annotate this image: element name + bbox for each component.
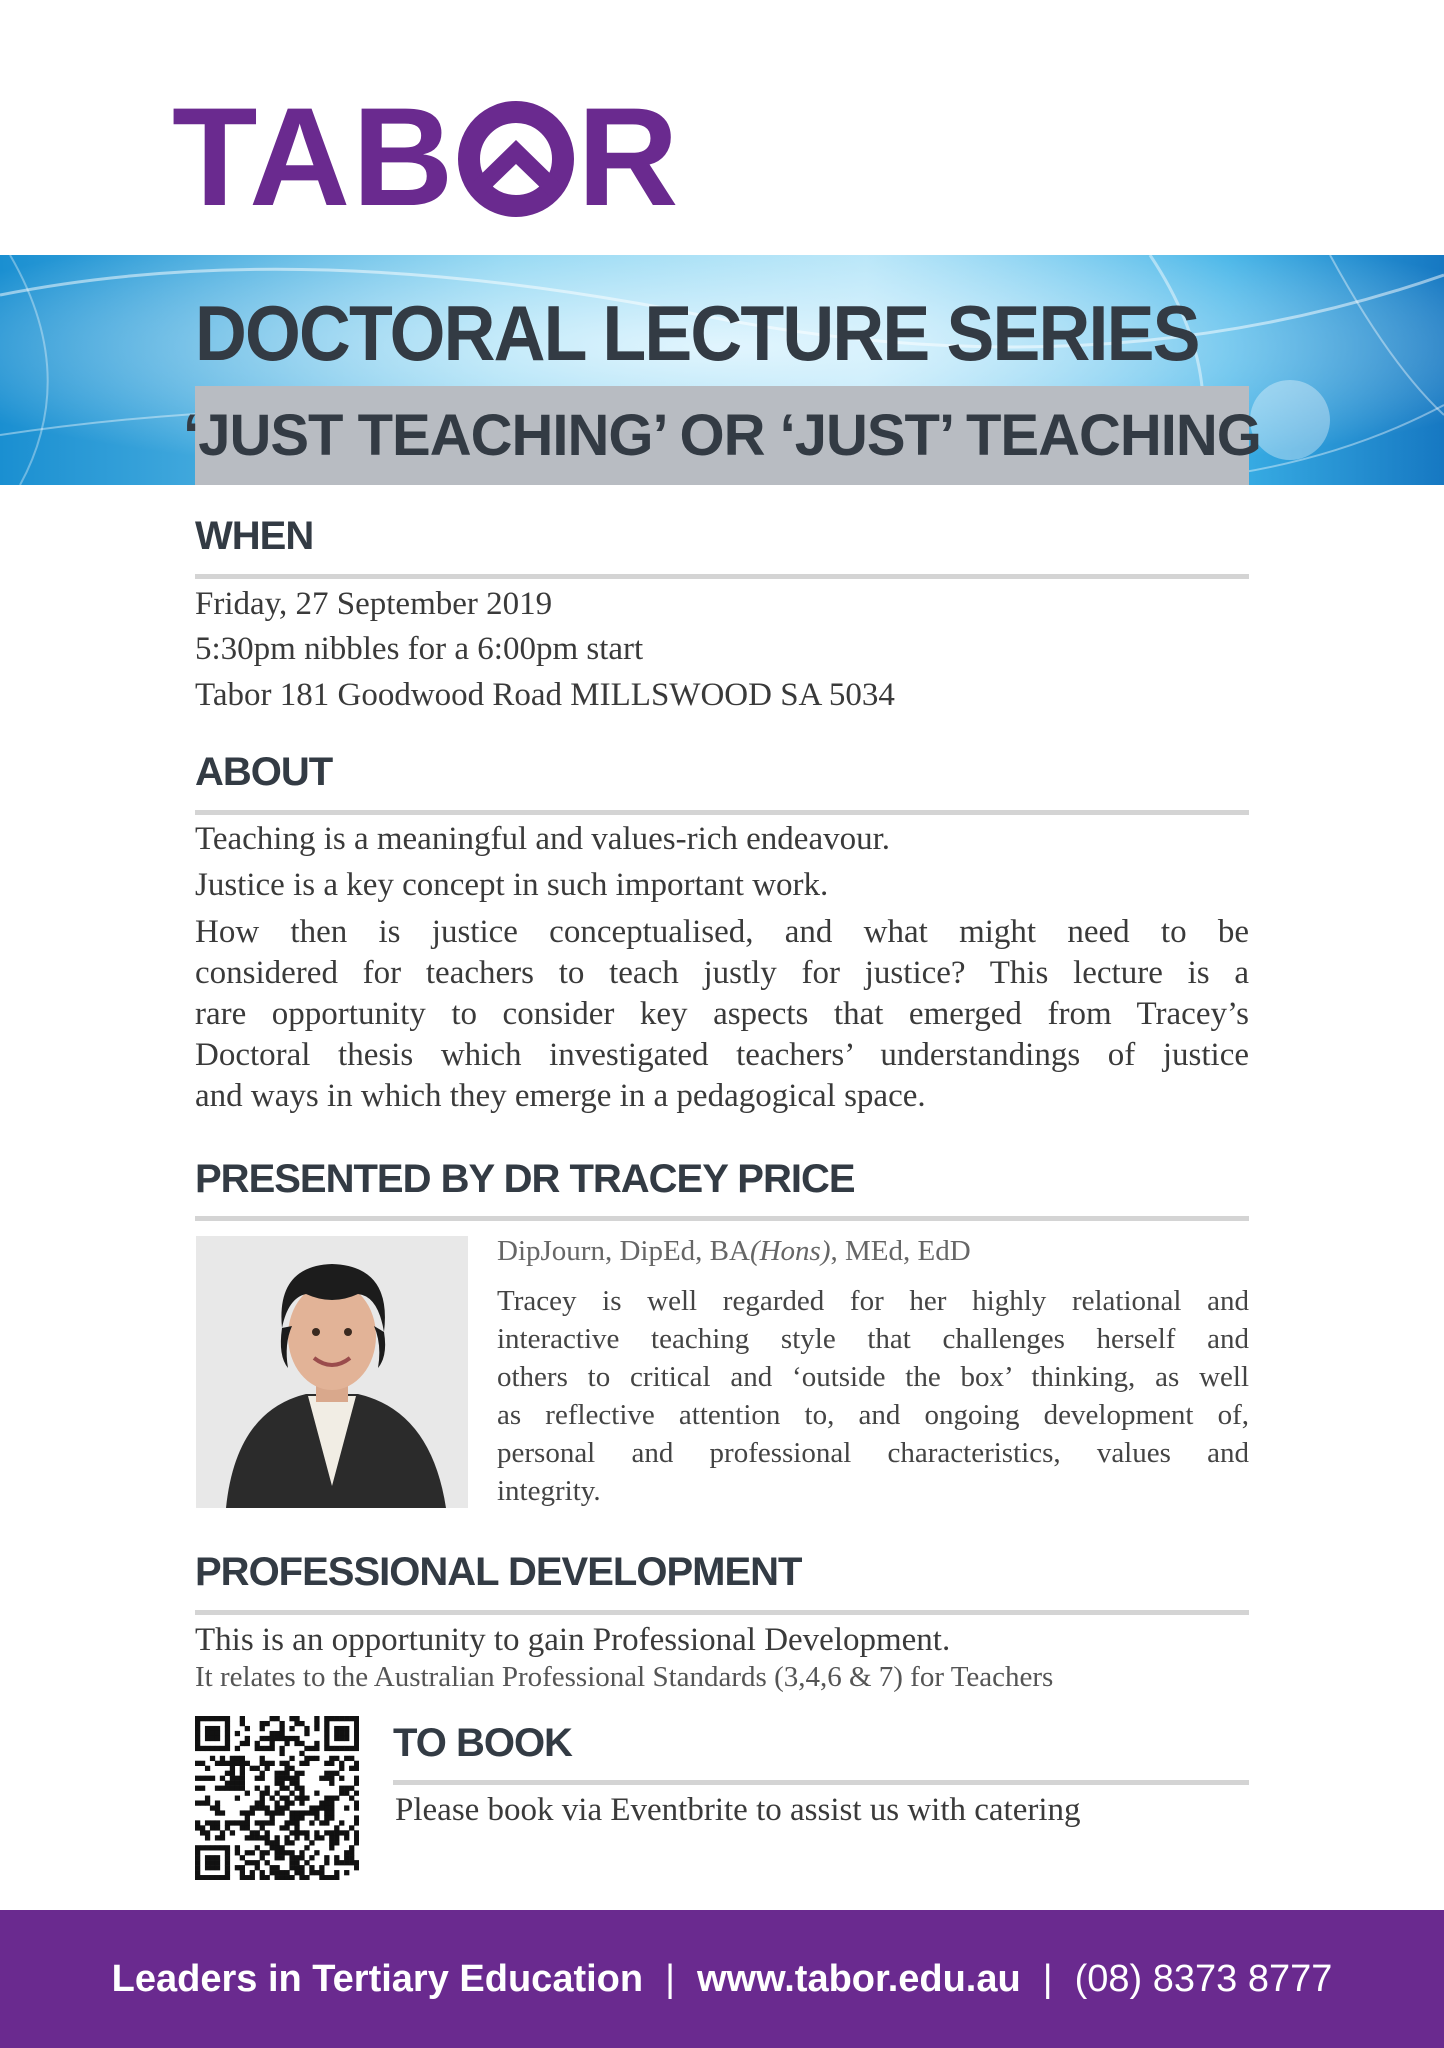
footer-contact [0,1910,1444,2048]
about-para-line: rare opportunity to consider key aspects that emerged from Tracey’s [195,996,1249,1032]
pd-line-2: It relates to the Australian Professional Standards (3,4,6 & 7) for Teachers [195,1661,1054,1693]
lecture-title: ‘JUST TEACHING’ OR ‘JUST’ TEACHING [183,403,1261,468]
when-heading: WHEN [195,514,314,558]
logo-text-left: TAB [172,78,456,235]
about-para-line: and ways in which they emerge in a pedagogical space. [195,1078,926,1114]
about-paragraph [195,912,1249,1117]
bio-line: integrity. [497,1475,601,1507]
series-title: DOCTORAL LECTURE SERIES [195,289,1199,377]
bio-line: Tracey is well regarded for her highly relational and [497,1285,1249,1317]
presenter-bio [497,1282,1249,1510]
about-para-line: How then is justice conceptualised, and what might need to be [195,914,1249,950]
qualifications-part-1: DipJourn, DipEd, BA [497,1235,750,1267]
about-para-line: considered for teachers to teach justly for justice? This lecture is a [195,955,1249,991]
footer-tagline: Leaders in Tertiary Education [111,1957,644,2000]
bio-line: personal and professional characteristics, values and [497,1437,1249,1469]
footer-website-link[interactable]: www.tabor.edu.au [696,1957,1021,2000]
presenter-photo [196,1236,468,1508]
about-line-2: Justice is a key concept in such important work. [195,867,829,903]
bio-line: interactive teaching style that challenges herself and [497,1323,1249,1355]
book-heading: TO BOOK [393,1721,572,1765]
footer-separator: | [1042,1957,1053,2000]
about-divider [195,810,1249,815]
presenter-divider [195,1216,1249,1221]
when-divider [195,574,1249,579]
pd-heading: PROFESSIONAL DEVELOPMENT [195,1550,802,1594]
logo-o-mark-icon [457,100,575,218]
qr-code[interactable] [195,1716,359,1880]
book-instructions: Please book via Eventbrite to assist us with catering [395,1792,1081,1828]
event-time: 5:30pm nibbles for a 6:00pm start [195,631,644,667]
logo-text-right: R [577,78,681,235]
presenter-qualifications [497,1235,971,1268]
footer-separator: | [665,1957,675,2000]
bio-line: as reflective attention to, and ongoing development of, [497,1399,1249,1431]
tabor-logo [172,78,681,235]
event-location: Tabor 181 Goodwood Road MILLSWOOD SA 5034 [195,677,895,713]
footer-phone[interactable]: (08) 8373 8777 [1074,1957,1333,2000]
pd-divider [195,1610,1249,1615]
event-date: Friday, 27 September 2019 [195,586,553,622]
book-divider [393,1780,1249,1785]
pd-line-1: This is an opportunity to gain Professional Development. [195,1622,951,1658]
qualifications-part-2: , MEd, EdD [830,1235,971,1267]
bio-line: others to critical and ‘outside the box’ thinking, as well [497,1361,1249,1393]
qualifications-honours: (Hons) [749,1235,831,1267]
about-para-line: Doctoral thesis which investigated teachers’ understandings of justice [195,1037,1249,1073]
about-line-1: Teaching is a meaningful and values-rich endeavour. [195,821,891,857]
about-heading: ABOUT [195,750,333,794]
presenter-heading: PRESENTED BY DR TRACEY PRICE [195,1157,855,1201]
